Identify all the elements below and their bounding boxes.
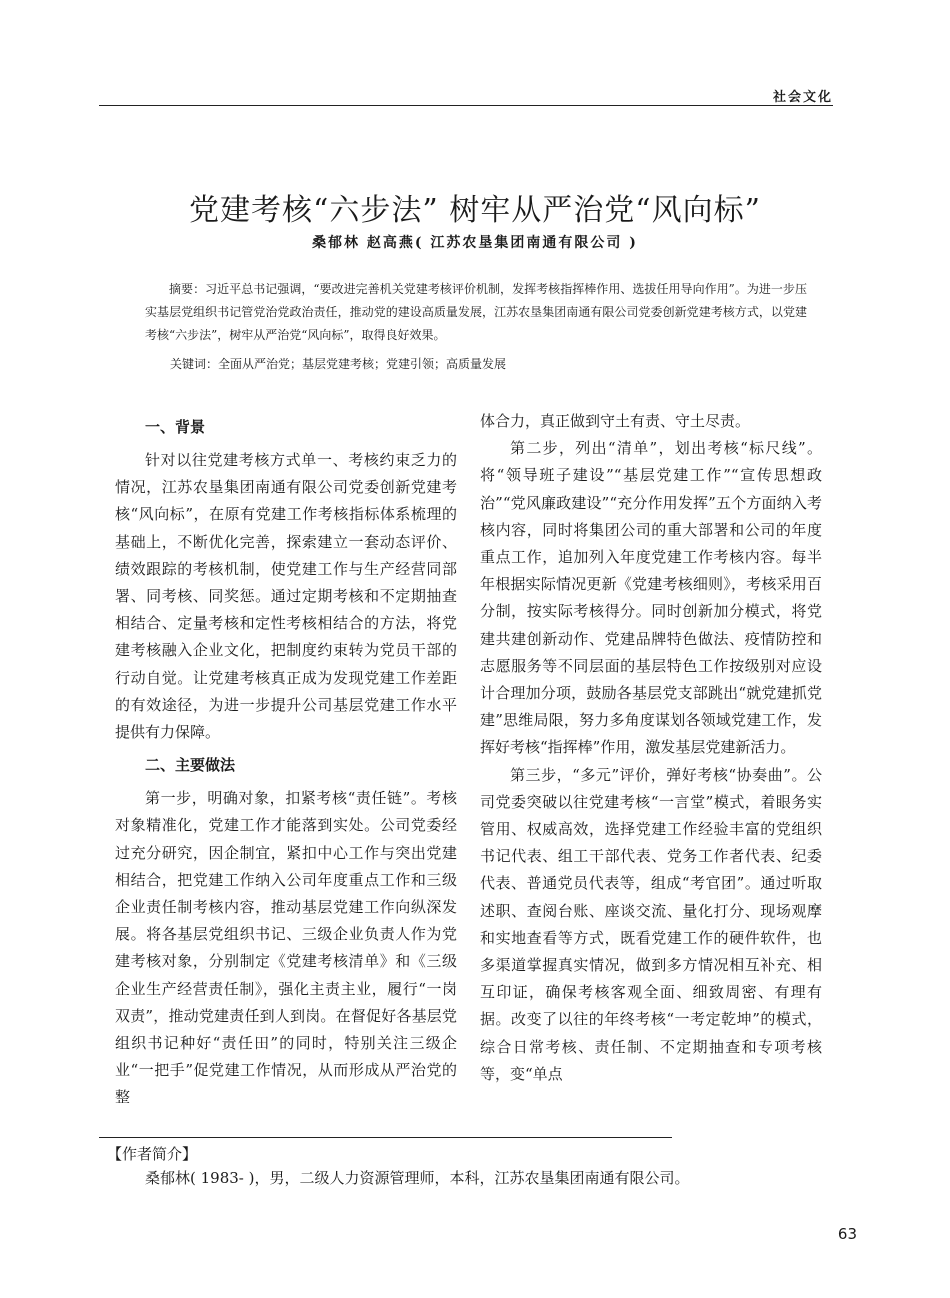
- author-note-title: 【作者简介】: [107, 1145, 198, 1163]
- left-column: [115, 408, 457, 1112]
- article-title: 党建考核“六步法” 树牢从严治党“风向标”: [189, 193, 761, 228]
- paragraph: 第一步，明确对象，扣紧考核“责任链”。考核对象精准化，党建工作才能落到实处。公司党委经过充分研究，因企制宜，紧扣中心工作与突出党建相结合，把党建工作纳入公司年度重点工作和三级企业责任制考核内容，推动基层党建工作向纵深发展。将各基层党组织书记、三级企业负责人作为党建考核对象，分别制定《党建考核清单》和《三级企业生产经营责任制》，强化主责主业，履行“一岗双责”，推动党建责任到人到岗。在督促好各基层党组织书记种好“责任田”的同时，特别关注三级企业“一把手”促党建工作情况，从而形成从严治党的整: [115, 789, 457, 1107]
- paragraph-continued: 体合力，真正做到守土有责、守土尽责。: [480, 412, 751, 430]
- paragraph: 第二步，列出“清单”，划出考核“标尺线”。将“领导班子建设”“基层党建工作”“宣传思想政治”“党风廉政建设”“充分作用发挥”五个方面纳入考核内容，同时将集团公司的重大部署和公司的年度重点工作，追加列入年度党建工作考核内容。每半年根据实际情况更新《党建考核细则》，考核采用百分制，按实际考核得分。同时创新加分模式，将党建共建创新动作、党建品牌特色做法、疫情防控和志愿服务等不同层面的基层特色工作按级别对应设计合理加分项，鼓励各基层党支部跳出“就党建抓党建”思维局限，努力多角度谋划各领域党建工作，发挥好考核“指挥棒”作用，激发基层党建新活力。: [480, 439, 822, 757]
- header-rule: [99, 105, 833, 106]
- section-heading-background: 一、背景: [145, 418, 206, 436]
- section-heading-methods: 二、主要做法: [145, 756, 236, 775]
- paragraph: 针对以往党建考核方式单一、考核约束乏力的情况，江苏农垦集团南通有限公司党委创新党建考核“风向标”，在原有党建工作考核指标体系梳理的基础上，不断优化完善，探索建立一套动态评价、绩效跟踪的考核机制，使党建工作与生产经营同部署、同考核、同奖惩。通过定期考核和不定期抽查相结合、定量考核和定性考核相结合的方法，将党建考核融入企业文化，把制度约束转为党员干部的行动自觉。让党建考核真正成为发现党建工作差距的有效途径，为进一步提升公司基层党建工作水平提供有力保障。: [115, 451, 457, 742]
- right-column: [480, 408, 822, 1088]
- page-number: 63: [837, 1225, 857, 1243]
- abstract: 摘要：习近平总书记强调，“要改进完善机关党建考核评价机制，发挥考核指挥棒作用、选拔任用导向作用”。为进一步压实基层党组织书记管党治党政治责任，推动党的建设高质量发展，江苏农垦集团南通有限公司党委创新党建考核方式，以党建考核“六步法”，树牢从严治党“风向标”，取得良好效果。: [145, 282, 807, 342]
- footnote-rule: [99, 1137, 672, 1138]
- section-label: 社会文化: [772, 90, 833, 105]
- keywords: 关键词：全面从严治党；基层党建考核；党建引领；高质量发展: [170, 357, 507, 371]
- article-authors: 桑郁林 赵高燕( 江苏农垦集团南通有限公司 ): [312, 235, 638, 251]
- paragraph: 第三步，“多元”评价，弹好考核“协奏曲”。公司党委突破以往党建考核“一言堂”模式，着眼务实管用、权威高效，选择党建工作经验丰富的党组织书记代表、组工干部代表、党务工作者代表、纪委代表、普通党员代表等，组成“考官团”。通过听取述职、查阅台账、座谈交流、量化打分、现场观摩和实地查看等方式，既看党建工作的硬件软件，也多渠道掌握真实情况，做到多方情况相互补充、相互印证，确保考核客观全面、细致周密、有理有据。改变了以往的年终考核“一考定乾坤”的模式，综合日常考核、责任制、不定期抽查和专项考核等，变“单点: [480, 765, 822, 1083]
- author-note-body: 桑郁林( 1983- )，男，二级人力资源管理师，本科，江苏农垦集团南通有限公司。: [145, 1169, 690, 1187]
